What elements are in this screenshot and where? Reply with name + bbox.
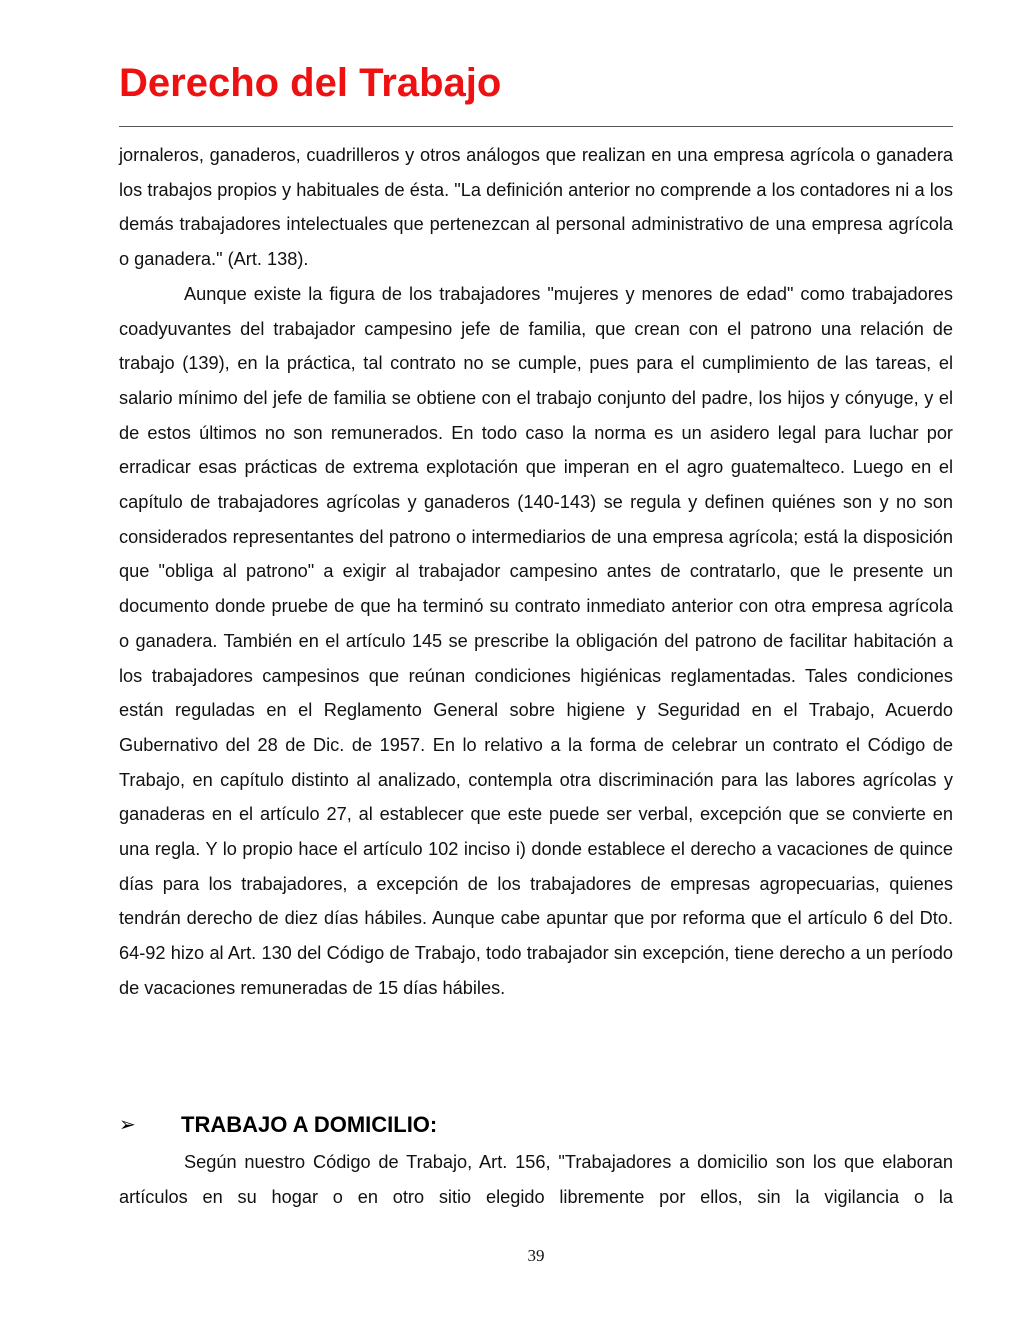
section-text bbox=[119, 1145, 953, 1214]
paragraph-main: Aunque existe la figura de los trabajadores "mujeres y menores de edad" como trabajadores coadyuvantes del trabajador campesino jefe de familia, que crean con el patrono una relación de trabajo (139), en la práctica, tal contrato no se cumple, pues para el cumplimiento de las tareas, el salario mínimo del jefe de familia se obtiene con el trabajo conjunto del padre, los hijos y cónyuge, y el de estos últimos no son remunerados. En todo caso la norma es un asidero legal para luchar por erradicar esas prácticas de extrema explotación que imperan en el agro guatemalteco. Luego en el capítulo de trabajadores agrícolas y ganaderos (140-143) se regula y definen quiénes son y no son considerados representantes del patrono o intermediarios de una empresa agrícola; está la disposición que "obliga al patrono" a exigir al trabajador campesino antes de contratarlo, que le presente un documento donde pruebe de que ha terminó su contrato inmediato anterior con otra empresa agrícola o ganadera. También en el artículo 145 se prescribe la obligación del patrono de facilitar habitación a los trabajadores campesinos que reúnan condiciones higiénicas reglamentadas. Tales condiciones están reguladas en el Reglamento General sobre higiene y Seguridad en el Trabajo, Acuerdo Gubernativo del 28 de Dic. de 1957. En lo relativo a la forma de celebrar un contrato el Código de Trabajo, en capítulo distinto al analizado, contempla otra discriminación para las labores agrícolas y ganaderas en el artículo 27, al establecer que este puede ser verbal, excepción que se convierte en una regla. Y lo propio hace el artículo 102 inciso i) donde establece el derecho a vacaciones de quince días para los trabajadores, a excepción de los trabajadores de empresas agropecuarias, quienes tendrán derecho de diez días hábiles. Aunque cabe apuntar que por reforma que el artículo 6 del Dto. 64-92 hizo al Art. 130 del Código de Trabajo, todo trabajador sin excepción, tiene derecho a un período de vacaciones remuneradas de 15 días hábiles. bbox=[119, 283, 953, 998]
arrow-bullet-icon: ➢ bbox=[119, 1114, 136, 1136]
section-paragraph: Según nuestro Código de Trabajo, Art. 156, "Trabajadores a domicilio son los que elaboran artículos en su hogar o en otro sitio elegido libremente por ellos, sin la vigilancia o la bbox=[119, 1152, 953, 1207]
section-title: TRABAJO A DOMICILIO: bbox=[181, 1112, 438, 1137]
section-heading bbox=[119, 1108, 953, 1142]
header-divider bbox=[119, 126, 953, 127]
page-number: 39 bbox=[527, 1246, 545, 1265]
paragraph-continuation: jornaleros, ganaderos, cuadrilleros y otros análogos que realizan en una empresa agrícola o ganadera los trabajos propios y habituales de ésta. "La definición anterior no comprende a los contadores ni a los demás trabajadores intelectuales que pertenezcan al personal administrativo de una empresa agrícola o ganadera." (Art. 138). bbox=[119, 145, 953, 270]
body-text bbox=[119, 138, 953, 1006]
page-header-title: Derecho del Trabajo bbox=[119, 61, 502, 105]
